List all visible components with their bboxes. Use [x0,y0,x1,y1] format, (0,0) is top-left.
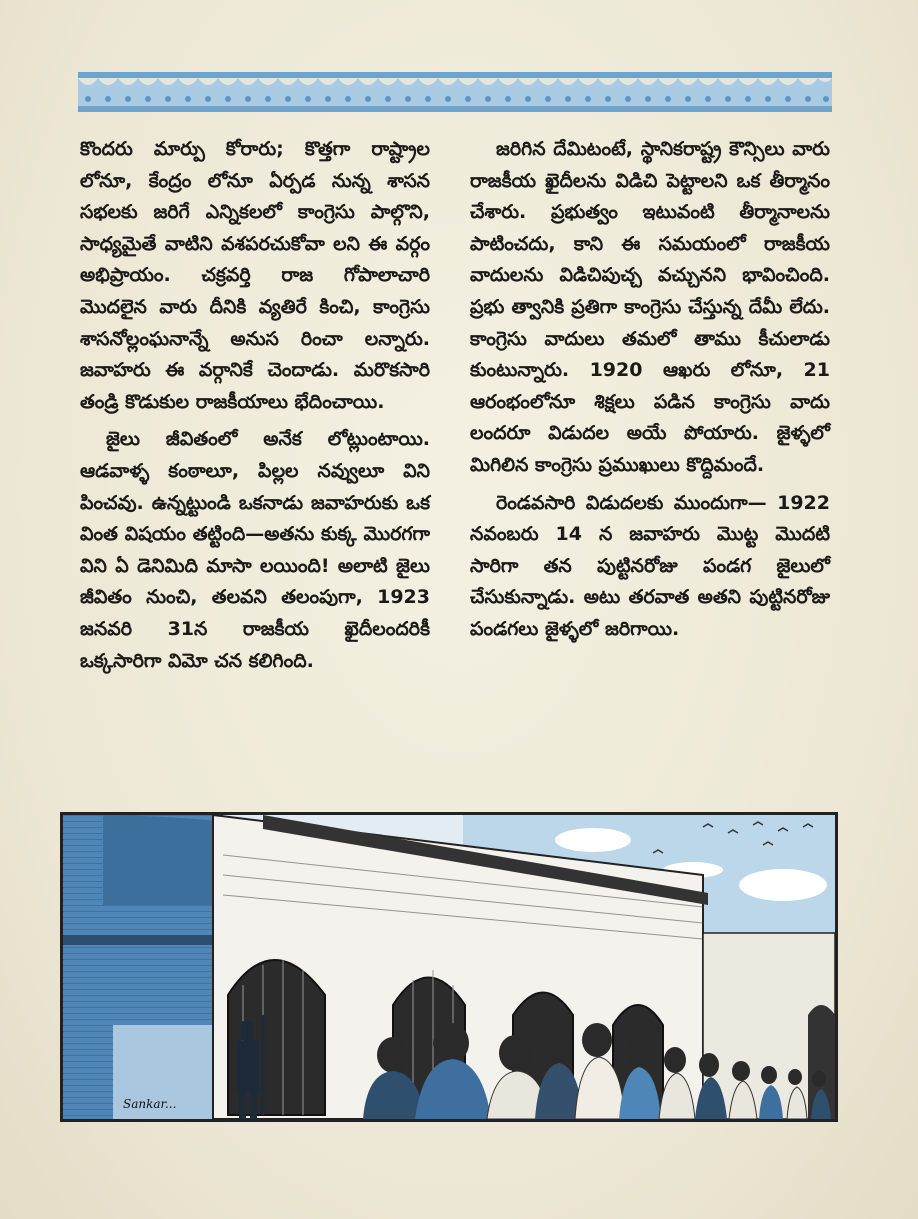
left-column [80,134,430,683]
paragraph: జరిగిన దేమిటంటే, స్థానికరాష్ట్ర కౌన్సిలు వారు రాజకీయ ఖైదీలను విడిచి పెట్టాలని ఒక తీర్మానం చేశారు. ప్రభుత్వం ఇటువంటి తీర్మానాలను పాటించదు, కాని ఈ సమయంలో రాజకీయ వాదులను విడిచిపుచ్చ వచ్చునని భావించింది. ప్రభు త్వానికి ప్రతిగా కాంగ్రెసు చేస్తున్న దేమీ లేదు. కాంగ్రెసు వాదులు తమలో తాము కీచులాడు కుంటున్నారు. 1920 ఆఖరు లోనూ, 21 ఆరంభంలోనూ శిక్షలు పడిన కాంగ్రెసు వాదు లందరూ విడుదల అయే పోయారు. జైళ్ళలో మిగిలిన కాంగ్రెసు ప్రముఖులు కొద్దిమందే. [470,138,830,476]
artist-signature: Sankar... [123,1097,177,1111]
jail-release-illustration [60,812,838,1122]
prison-courtyard-picture [63,815,835,1119]
paragraph: కొందరు మార్పు కోరారు; కొత్తగా రాష్ట్రాల లోనూ, కేంద్రం లోనూ ఏర్పడ నున్న శాసన సభలకు జరిగే ఎన్నికలలో కాంగ్రెసు పాల్గొని, సాధ్యమైతే వాటిని వశపరచుకోవా లని ఈ వర్గం అభిప్రాయం. చక్రవర్తి రాజ గోపాలాచారి మొదలైన వారు దీనికి వ్యతిరే కించి, కాంగ్రెసు శాసనోల్లంఘనాన్నే అనుస రించా లన్నారు. జవాహరు ఈ వర్గానికే చెందాడు. మరొకసారి తండ్రి కొడుకుల రాజకీయాలు భేదించాయి. [80,138,430,413]
paragraph: జైలు జీవితంలో అనేక లోట్లుంటాయి. ఆడవాళ్ళ కంఠాలూ, పిల్లల నవ్వులూ విని పించవు. ఉన్నట్టుండి ఒకనాడు జవాహరుకు ఒక వింత విషయం తట్టింది—అతను కుక్క మొరగగా విని ఏ డెనిమిది మాసా లయింది! అలాటి జైలు జీవితం నుంచి, తలవని తలంపుగా, 1923 జనవరి 31న రాజకీయ ఖైదీలందరికీ ఒక్కసారిగా విమో చన కలిగింది. [80,428,430,672]
decorative-border [78,72,832,112]
paragraph: రెండవసారి విడుదలకు ముందుగా— 1922 నవంబరు 14 న జవాహరు మొట్ట మొదటి సారిగా తన పుట్టినరోజు పండగ జైలులో చేసుకున్నాడు. అటు తరవాత అతని పుట్టినరోజు పండగలు జైళ్ళలో జరిగాయి. [470,491,830,640]
right-column [470,134,830,652]
